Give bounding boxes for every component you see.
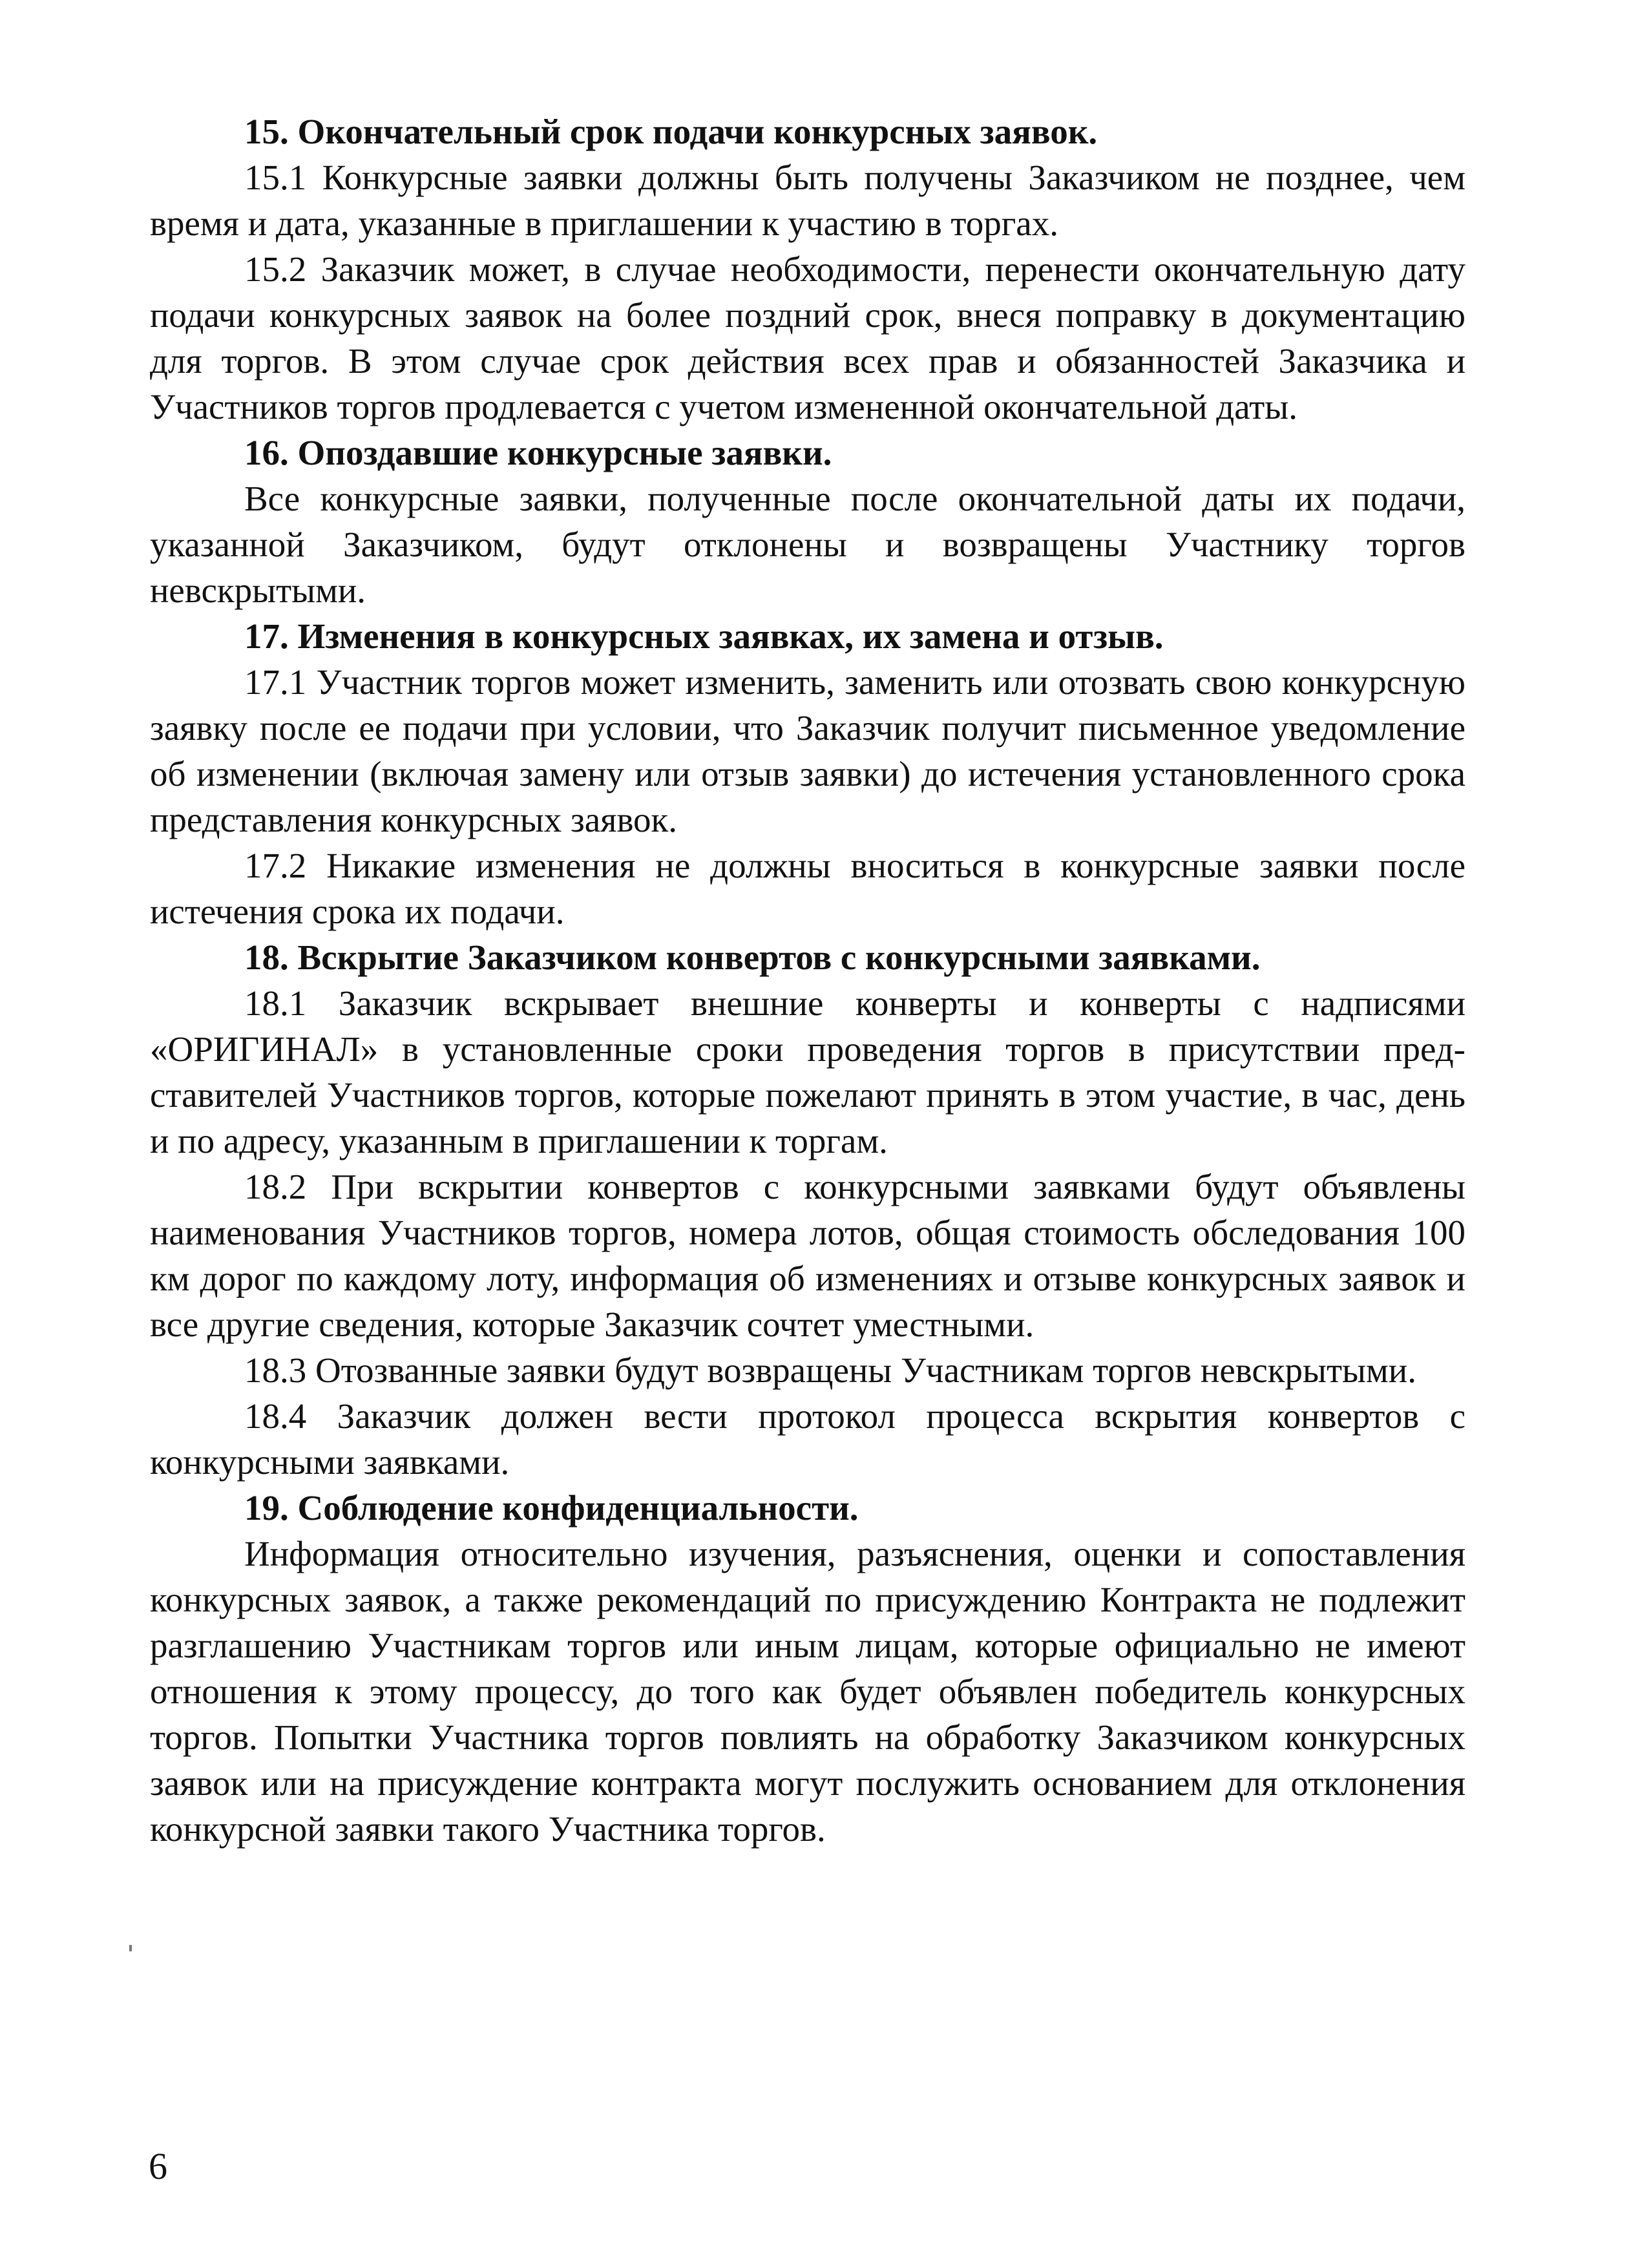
section-15 [150,109,1465,430]
section-19 [150,1485,1465,1852]
section-heading: 16. Опоздавшие конкурсные заявки. [244,433,832,472]
paragraph: 15.1 Конкурсные заявки должны быть получены Заказчиком не позднее, чем время и дата, указанные в приглашении к участию в торгах. [150,158,1465,243]
paragraph: 18.2 При вскрытии конвертов с конкурсными заявками будут объявлены наименования Участников торгов, номера лотов, общая стоимость обследования 100 км дорог по каждому лоту, информация об изменениях и отзыве конкурсных заявок и все другие сведения, которые Заказчик сочтет уместными. [150,1167,1465,1344]
paragraph: Информация относительно изучения, разъяснения, оценки и сопоставления конкурсных заявок, а также рекомендаций по присуждению Контракта не подлежит разглашению Участникам торгов или иным лицам, которые официально не имеют отношения к этому процессу, до того как будет объявлен победитель конкурсных торгов. Попытки Участника торгов повлиять на обработку Заказчиком конкурсных заявок или на присуждение контракта могут послужить основанием для отклонения конкурсной заявки такого Участника торгов. [150,1534,1465,1849]
paragraph: 18.4 Заказчик должен вести протокол процесса вскрытия конвертов с конкурсными заявками. [150,1396,1465,1482]
section-heading: 19. Соблюдение конфиденциальности. [244,1488,859,1528]
paragraph: 15.2 Заказчик может, в случае необходимости, перенести окончательную дату подачи конкурсных заявок на более поздний срок, внеся поправку в документацию для торгов. В этом случае срок действия всех прав и обязанностей Заказчика и Участников торгов продлевается с учетом измененной окончательной даты. [150,249,1465,426]
page-number: 6 [149,2145,167,2187]
paragraph: 18.1 Заказчик вскрывает внешние конверты и конверты с надписями «ОРИГИНАЛ» в установленные сроки проведения торгов в присутствии представителей Участников торгов, которые пожелают принять в этом участие, в час, день и по адресу, указанным в приглашении к торгам. [150,983,1465,1160]
paragraph: 17.1 Участник торгов может изменить, заменить или отозвать свою конкурсную заявку после ее подачи при условии, что Заказчик получит письменное уведомление об изменении (включая замену или отзыв заявки) до истечения установленного срока представления конкурсных заявок. [150,662,1465,839]
paragraph: 18.3 Отозванные заявки будут возвращены Участникам торгов невскрытыми. [244,1350,1416,1390]
section-17 [150,613,1465,934]
section-heading: 15. Окончательный срок подачи конкурсных заявок. [244,112,1098,151]
paragraph: Все конкурсные заявки, полученные после окончательной даты их подачи, указанной Заказчиком, будут отклонены и возвращены Участнику торгов невскрытыми. [150,479,1465,610]
document-page [150,109,1465,1852]
paragraph: 17.2 Никакие изменения не должны вноситься в конкурсные заявки после истечения срока их подачи. [150,846,1465,931]
scan-speck [129,1945,132,1951]
section-16 [150,430,1465,613]
section-heading: 18. Вскрытие Заказчиком конвертов с конкурсными заявками. [244,938,1261,977]
section-18 [150,934,1465,1485]
section-heading: 17. Изменения в конкурсных заявках, их замена и отзыв. [244,616,1164,656]
